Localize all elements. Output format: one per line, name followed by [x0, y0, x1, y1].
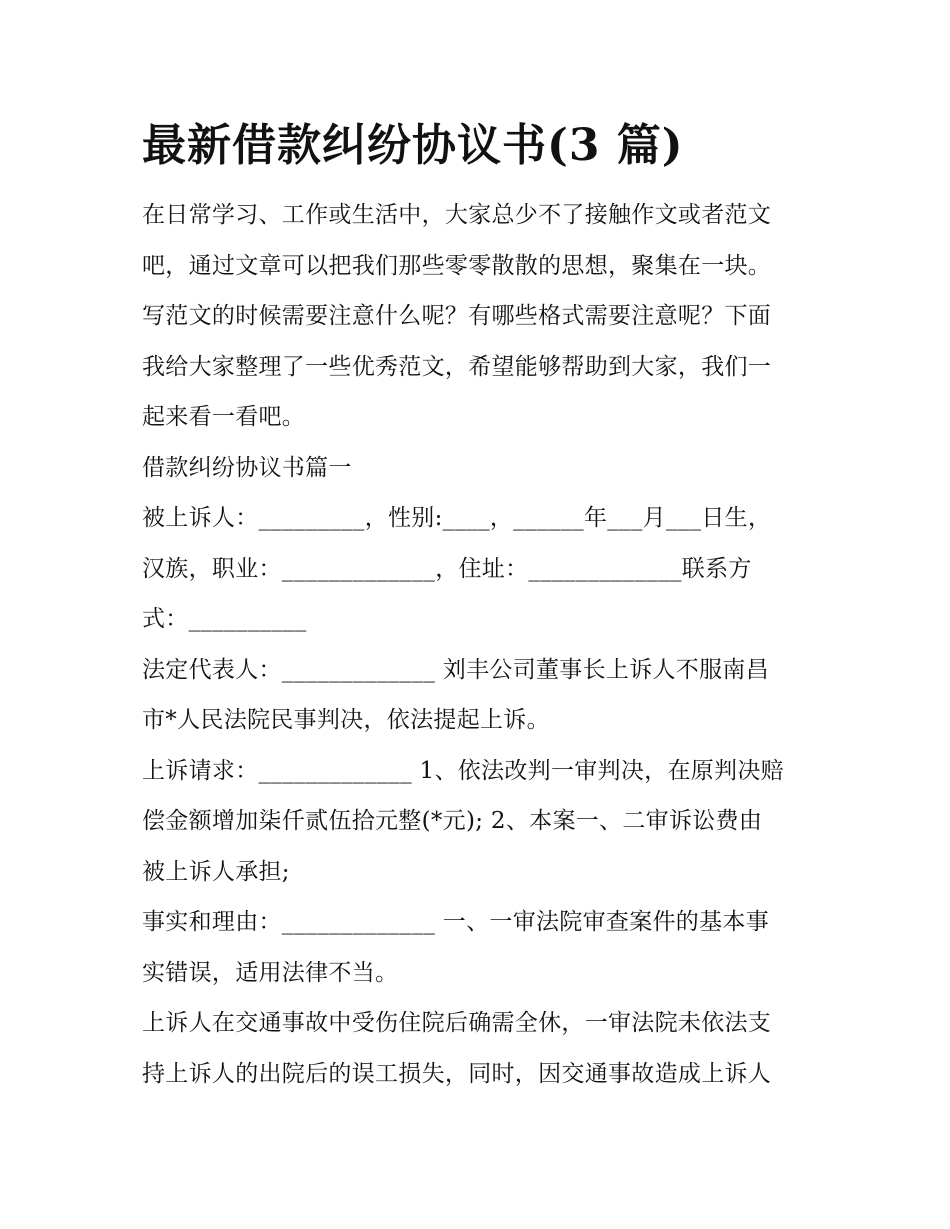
- request-line: 偿金额增加柒仟贰伍拾元整(*元); 2、本案一、二审诉讼费由: [142, 808, 763, 834]
- intro-paragraph: [142, 190, 822, 443]
- section-heading-text: 借款纠纷协议书篇一: [142, 454, 352, 481]
- facts-paragraph: [142, 897, 822, 998]
- appellee-line: 汉族，职业：_____________，住址：_____________联系方: [142, 555, 752, 582]
- representative-paragraph: [142, 645, 822, 746]
- intro-line: 我给大家整理了一些优秀范文，希望能够帮助到大家，我们一: [142, 353, 772, 380]
- intro-line: 吧，通过文章可以把我们那些零零散散的思想，聚集在一块。: [142, 252, 772, 279]
- body-line: 上诉人在交通事故中受伤住院后确需全休，一审法院未依法支: [142, 1010, 772, 1036]
- document-page: [142, 110, 822, 1099]
- representative-line: 法定代表人：_____________ 刘丰公司董事长上诉人不服南昌: [142, 656, 770, 683]
- appellee-line: 被上诉人：_________，性别:____，______年___月___日生，: [142, 505, 772, 531]
- representative-line: 市*人民法院民事判决，依法提起上诉。: [142, 707, 550, 733]
- body-line: 持上诉人的出院后的误工损失，同时，因交通事故造成上诉人: [142, 1060, 772, 1087]
- request-line: 被上诉人承担;: [142, 858, 290, 885]
- section-heading: [142, 443, 822, 494]
- facts-line: 实错误，适用法律不当。: [142, 959, 399, 986]
- intro-line: 起来看一看吧。: [142, 404, 306, 430]
- body-paragraph: [142, 998, 822, 1099]
- appellee-paragraph: [142, 493, 822, 645]
- request-line: 上诉请求：_____________ 1、依法改判一审判决，在原判决赔: [142, 757, 784, 784]
- facts-line: 事实和理由：_____________ 一、一审法院审查案件的基本事: [142, 909, 770, 935]
- appellee-line: 式：__________: [142, 606, 307, 632]
- intro-line: 写范文的时候需要注意什么呢？有哪些格式需要注意呢？下面: [142, 303, 772, 329]
- document-title: 最新借款纠纷协议书(3 篇): [142, 120, 684, 171]
- request-paragraph: [142, 746, 822, 898]
- intro-line: 在日常学习、工作或生活中，大家总少不了接触作文或者范文: [142, 202, 772, 228]
